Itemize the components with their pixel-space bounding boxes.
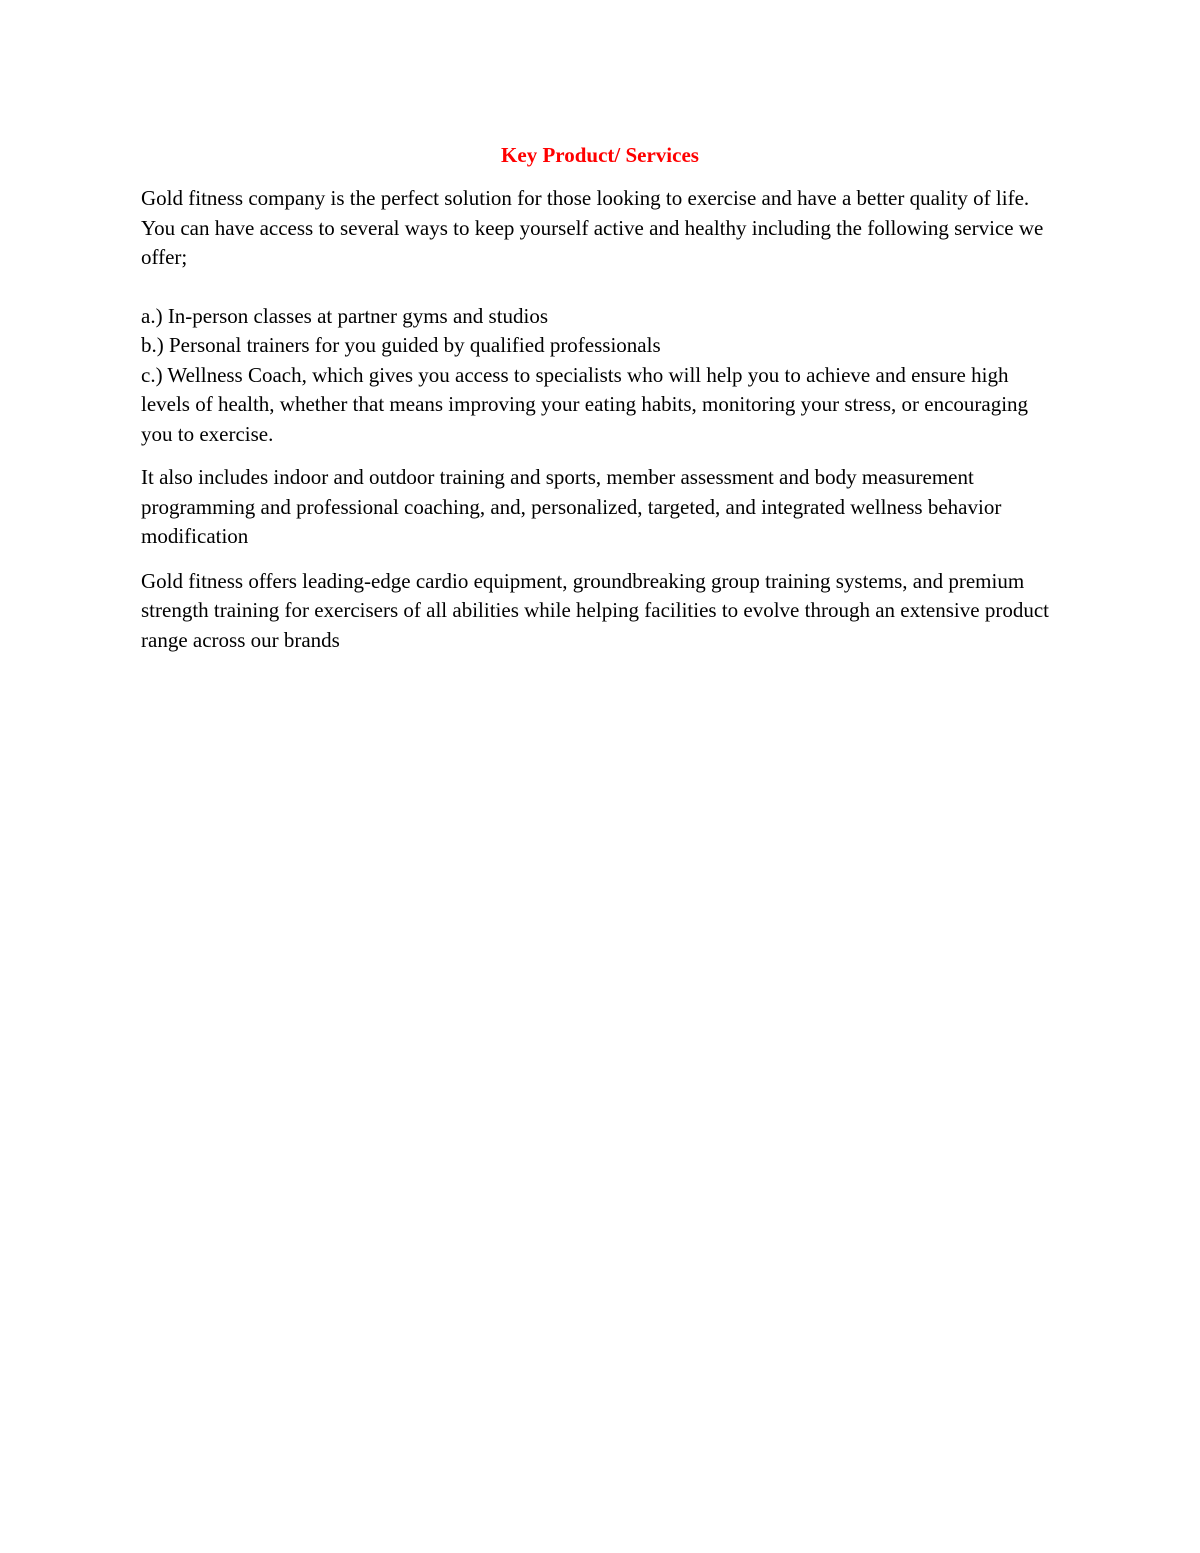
intro-paragraph: Gold fitness company is the perfect solution for those looking to exercise and have a better quality of life. You can have access to several ways to keep yourself active and healthy including the following service we offer; (141, 186, 1044, 269)
paragraph-offers: Gold fitness offers leading-edge cardio equipment, groundbreaking group training systems, and premium strength training for exercisers of all abilities while helping facilities to evolve through an extensive product range across our brands (141, 568, 1049, 652)
document-body (141, 141, 1061, 655)
services-list (141, 302, 1061, 450)
list-item: b.) Personal trainers for you guided by qualified professionals (141, 333, 661, 357)
page-title: Key Product/ Services (501, 143, 699, 167)
list-item: c.) Wellness Coach, which gives you access to specialists who will help you to achieve and ensure high levels of health, whether that means improving your eating habits, monitoring your stress, or encouraging you to exercise. (141, 362, 1029, 446)
list-item: a.) In-person classes at partner gyms and studios (141, 303, 549, 328)
paragraph-includes: It also includes indoor and outdoor training and sports, member assessment and body measurement programming and professional coaching, and, personalized, targeted, and integrated wellness behavior modification (141, 465, 1002, 548)
